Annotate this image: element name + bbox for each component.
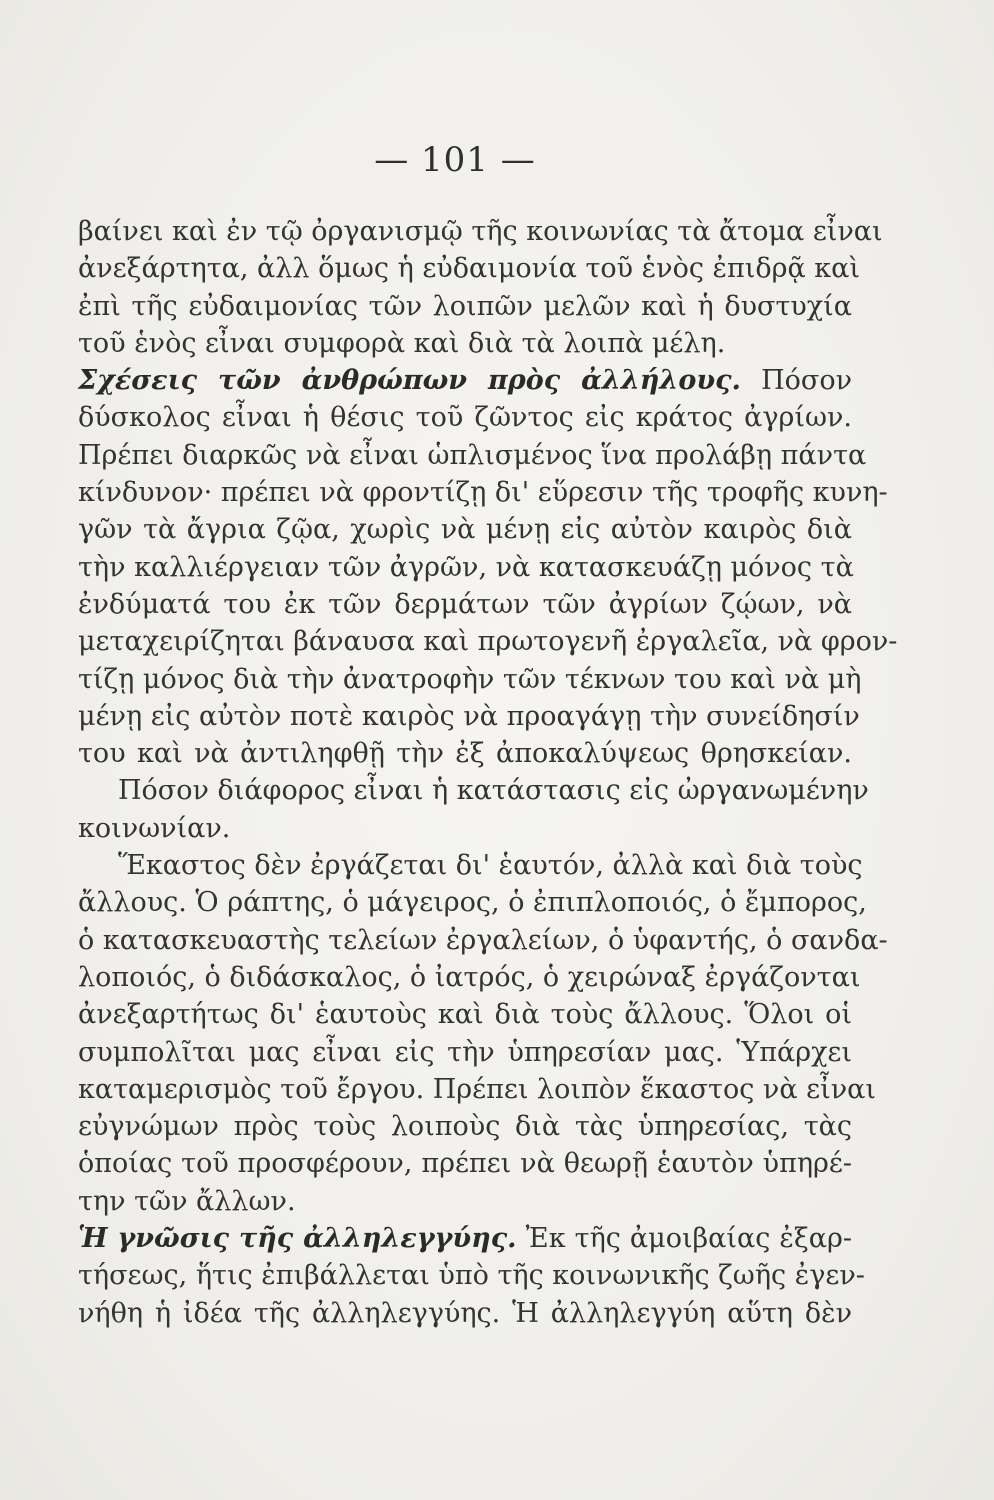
text-line [78, 586, 852, 623]
line-text: τὴν καλλιέργειαν τῶν ἀγρῶν, νὰ κατασκευάζῃ μόνος τὰ [78, 551, 854, 583]
line-text: Πόσον διάφορος εἶναι ἡ κατάστασις εἰς ὠργανωμένην [118, 775, 869, 807]
line-text: Πόσον [740, 365, 852, 397]
line-text: ἐπὶ τῆς εὐδαιμονίας τῶν λοιπῶν μελῶν καὶ ἡ δυστυχία [78, 290, 852, 322]
section-heading: Σχέσεις τῶν ἀνθρώπων πρὸς ἀλλήλους. [78, 365, 741, 397]
line-text: μεταχειρίζηται βάναυσα καὶ πρωτογενῆ ἐργαλεῖα, νὰ φρον- [78, 626, 898, 658]
text-line [78, 250, 860, 287]
text-line [78, 399, 852, 436]
text-line [78, 959, 861, 996]
text-line [78, 511, 852, 548]
line-text: τοῦ ἑνὸς εἶναι συμφορὰ καὶ διὰ τὰ λοιπὰ μέλη. [78, 327, 726, 359]
text-line [78, 213, 883, 250]
line-text: συμπολῖται μας εἶναι εἰς τὴν ὑπηρεσίαν μας. Ὑπάρχει [78, 1036, 852, 1068]
text-line [78, 698, 860, 735]
line-text: κοινωνίαν. [78, 812, 231, 844]
text-line [78, 1183, 852, 1220]
text-line [78, 288, 852, 325]
text-line [78, 772, 869, 809]
text-line [78, 884, 867, 921]
text-line [78, 922, 888, 959]
text-line [78, 1071, 876, 1108]
line-text: δύσκολος εἶναι ἡ θέσις τοῦ ζῶντος εἰς κράτος ἀγρίων. [78, 402, 852, 434]
line-text: λοποιός, ὁ διδάσκαλος, ὁ ἰατρός, ὁ χειρώναξ ἐργάζονται [78, 961, 861, 993]
line-text: τίζῃ μόνος διὰ τὴν ἀνατροφὴν τῶν τέκνων του καὶ νὰ μὴ [78, 663, 862, 695]
text-line [78, 810, 852, 847]
line-text: τήσεως, ἥτις ἐπιβάλλεται ὑπὸ τῆς κοινωνικῆς ζωῆς ἐγεν- [78, 1260, 865, 1292]
text-line [78, 437, 867, 474]
line-text: ἀνεξαρτήτως δι' ἑαυτοὺς καὶ διὰ τοὺς ἄλλους. Ὅλοι οἱ [78, 999, 852, 1031]
line-text: Ἐκ τῆς ἀμοιβαίας ἐξαρ- [516, 1223, 852, 1255]
text-line [78, 474, 888, 511]
line-text: Ἕκαστος δὲν ἐργάζεται δι' ἑαυτόν, ἀλλὰ καὶ διὰ τοὺς [118, 850, 863, 882]
line-text: κίνδυνον· πρέπει νὰ φροντίζῃ δι' εὕρεσιν τῆς τροφῆς κυνη- [78, 477, 888, 509]
text-line [78, 847, 863, 884]
line-text: καταμερισμὸς τοῦ ἔργου. Πρέπει λοιπὸν ἕκαστος νὰ εἶναι [78, 1073, 876, 1105]
text-line [78, 1295, 852, 1332]
line-text: νήθη ἡ ἰδέα τῆς ἀλληλεγγύης. Ἡ ἀλληλεγγύη αὕτη δὲν [78, 1297, 852, 1329]
line-text: ἄλλους. Ὁ ράπτης, ὁ μάγειρος, ὁ ἐπιπλοποιός, ὁ ἔμπορος, [78, 887, 867, 919]
text-line [78, 325, 852, 362]
section-heading: Ἡ γνῶσις τῆς ἀλληλεγγύης. [78, 1223, 517, 1255]
text-line [78, 1257, 865, 1294]
text-line [78, 996, 852, 1033]
text-line [78, 661, 862, 698]
line-text: του καὶ νὰ ἀντιληφθῇ τὴν ἐξ ἀποκαλύψεως θρησκείαν. [78, 738, 852, 770]
text-line [78, 735, 852, 772]
line-text: ὁποίας τοῦ προσφέρουν, πρέπει νὰ θεωρῇ ἑαυτὸν ὑπηρέ- [78, 1148, 852, 1180]
page-number: — 101 — [374, 140, 536, 180]
line-text: ἐνδύματά του ἐκ τῶν δερμάτων τῶν ἀγρίων ζῴων, νὰ [78, 588, 852, 620]
text-line [78, 1108, 852, 1145]
line-text: Πρέπει διαρκῶς νὰ εἶναι ὡπλισμένος ἵνα προλάβῃ πάντα [78, 439, 867, 471]
text-line [78, 1034, 852, 1071]
text-line [78, 1220, 852, 1257]
line-text: γῶν τὰ ἄγρια ζῷα, χωρὶς νὰ μένῃ εἰς αὐτὸν καιρὸς διὰ [78, 514, 852, 546]
text-line [78, 362, 852, 399]
line-text: βαίνει καὶ ἐν τῷ ὀργανισμῷ τῆς κοινωνίας τὰ ἄτομα εἶναι [78, 216, 883, 247]
body-text [78, 213, 898, 1332]
line-text: μένῃ εἰς αὐτὸν ποτὲ καιρὸς νὰ προαγάγῃ τὴν συνείδησίν [78, 700, 860, 732]
line-text: την τῶν ἄλλων. [78, 1185, 296, 1217]
line-text: εὐγνώμων πρὸς τοὺς λοιποὺς διὰ τὰς ὑπηρεσίας, τὰς [78, 1111, 852, 1143]
line-text: ὁ κατασκευαστὴς τελείων ἐργαλείων, ὁ ὑφαντής, ὁ σανδα- [78, 924, 888, 956]
text-line [78, 1145, 852, 1182]
line-text: ἀνεξάρτητα, ἀλλ ὅμως ἡ εὐδαιμονία τοῦ ἑνὸς ἐπιδρᾷ καὶ [78, 253, 860, 285]
text-line [78, 549, 852, 586]
text-line [78, 623, 898, 660]
